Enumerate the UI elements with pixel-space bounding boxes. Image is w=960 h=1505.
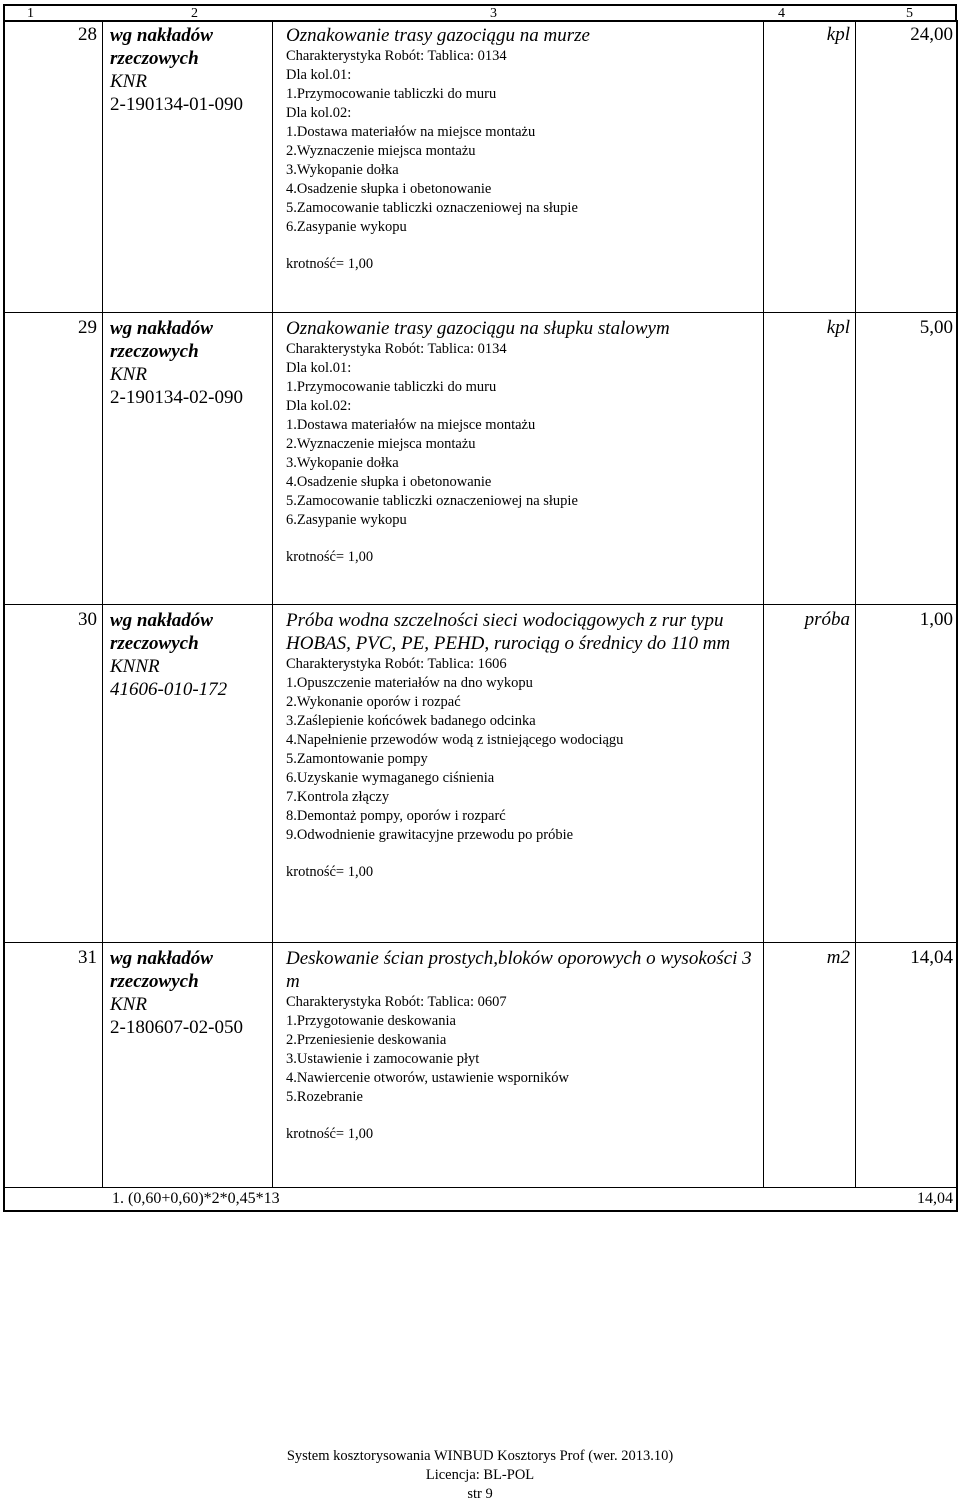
multiplicity: krotność= 1,00 [286,549,374,565]
col-header-2: 2 [191,6,198,21]
item-title: Deskowanie ścian prostych,bloków oporowych o wysokości 3 m [286,948,752,992]
item-description [286,609,756,882]
basis-line: rzeczowych [110,341,199,362]
item-basis [110,24,270,116]
basis-line: rzeczowych [110,633,199,654]
item-title: Oznakowanie trasy gazociągu na murze [286,25,590,46]
desc-line: 3.Wykopanie dołka [286,162,399,178]
table-border-right [956,20,958,1212]
item-basis [110,317,270,409]
desc-line: 2.Wykonanie oporów i rozpać [286,694,461,710]
basis-line: wg nakładów [110,318,213,339]
footer-software: System kosztorysowania WINBUD Kosztorys Prof (wer. 2013.10) [286,1448,674,1464]
desc-line: 5.Zamocowanie tabliczki oznaczeniowej na słupie [286,200,578,216]
desc-line: 4.Osadzenie słupka i obetonowanie [286,181,492,197]
item-quantity: 14,04 [910,947,953,968]
desc-line: 3.Wykopanie dołka [286,455,399,471]
column-header-row [3,4,957,22]
basis-line: wg nakładów [110,610,213,631]
calc-result: 14,04 [917,1190,953,1207]
basis-line: wg nakładów [110,25,213,46]
footer-license: Licencja: BL-POL [425,1467,535,1483]
desc-line: Dla kol.01: [286,67,352,83]
item-basis [110,947,270,1039]
desc-line: 2.Wyznaczenie miejsca montażu [286,143,476,159]
desc-line: 1.Przymocowanie tabliczki do muru [286,86,497,102]
col-header-5: 5 [906,6,913,21]
desc-line: 3.Zaślepienie końcówek badanego odcinka [286,713,536,729]
multiplicity: krotność= 1,00 [286,1126,374,1142]
desc-line: Dla kol.02: [286,105,352,121]
item-number: 31 [78,947,97,968]
row-divider [3,604,957,605]
basis-catalog: KNR [110,994,147,1015]
item-unit: próba [804,609,850,630]
desc-line: 2.Przeniesienie deskowania [286,1032,447,1048]
desc-line: 8.Demontaż pompy, oporów i rozparć [286,808,506,824]
basis-code: 2-190134-02-090 [110,387,243,408]
desc-line: 7.Kontrola złączy [286,789,390,805]
item-title: Oznakowanie trasy gazociągu na słupku stalowym [286,318,670,339]
desc-line: 3.Ustawienie i zamocowanie płyt [286,1051,480,1067]
desc-line: Charakterystyka Robót: Tablica: 1606 [286,656,507,672]
desc-line: 1.Opuszczenie materiałów na dno wykopu [286,675,533,691]
col-header-3: 3 [490,6,497,21]
basis-catalog: KNR [110,364,147,385]
basis-catalog: KNR [110,71,147,92]
item-unit: m2 [826,947,850,968]
item-description [286,947,756,1144]
desc-line: 6.Zasypanie wykopu [286,512,407,528]
multiplicity: krotność= 1,00 [286,256,374,272]
item-description [286,24,756,274]
desc-line: 6.Zasypanie wykopu [286,219,407,235]
desc-line: 4.Nawiercenie otworów, ustawienie wsporników [286,1070,569,1086]
item-number: 30 [78,609,97,630]
basis-line: rzeczowych [110,971,199,992]
row-divider [3,1187,957,1188]
multiplicity: krotność= 1,00 [286,864,374,880]
desc-line: 4.Napełnienie przewodów wodą z istniejącego wodociągu [286,732,624,748]
item-description [286,317,756,567]
desc-line: 5.Zamocowanie tabliczki oznaczeniowej na słupie [286,493,578,509]
desc-line: Dla kol.01: [286,360,352,376]
basis-catalog: KNNR [110,656,160,677]
desc-line: 4.Osadzenie słupka i obetonowanie [286,474,492,490]
item-quantity: 1,00 [919,609,953,630]
desc-line: Charakterystyka Robót: Tablica: 0134 [286,341,507,357]
basis-code: 41606-010-172 [110,679,228,700]
basis-code: 2-190134-01-090 [110,94,243,115]
desc-line: 5.Zamontowanie pompy [286,751,428,767]
desc-line: 1.Przygotowanie deskowania [286,1013,456,1029]
desc-line: 1.Przymocowanie tabliczki do muru [286,379,497,395]
item-basis [110,609,270,701]
desc-line: 5.Rozebranie [286,1089,363,1105]
row-divider [3,942,957,943]
desc-line: Charakterystyka Robót: Tablica: 0607 [286,994,507,1010]
desc-line: 9.Odwodnienie grawitacyjne przewodu po próbie [286,827,574,843]
item-title: Próba wodna szczelności sieci wodociągowych z rur typu HOBAS, PVC, PE, PEHD, rurociąg o średnicy do 110 mm [286,610,731,654]
item-number: 28 [78,24,97,45]
table-border-bottom [3,1210,957,1212]
desc-line: 2.Wyznaczenie miejsca montażu [286,436,476,452]
row-divider [3,312,957,313]
basis-line: wg nakładów [110,948,213,969]
item-quantity: 24,00 [910,24,953,45]
item-unit: kpl [826,317,850,338]
desc-line: Dla kol.02: [286,398,352,414]
footer-page-number: str 9 [467,1486,493,1502]
desc-line: 6.Uzyskanie wymaganego ciśnienia [286,770,495,786]
desc-line: 1.Dostawa materiałów na miejsce montażu [286,124,536,140]
basis-code: 2-180607-02-050 [110,1017,243,1038]
calc-formula: 1. (0,60+0,60)*2*0,45*13 [112,1190,280,1207]
desc-line: 1.Dostawa materiałów na miejsce montażu [286,417,536,433]
desc-line: Charakterystyka Robót: Tablica: 0134 [286,48,507,64]
basis-line: rzeczowych [110,48,199,69]
col-header-4: 4 [778,6,785,21]
item-number: 29 [78,317,97,338]
item-quantity: 5,00 [919,317,953,338]
col-header-1: 1 [27,6,34,21]
item-unit: kpl [826,24,850,45]
